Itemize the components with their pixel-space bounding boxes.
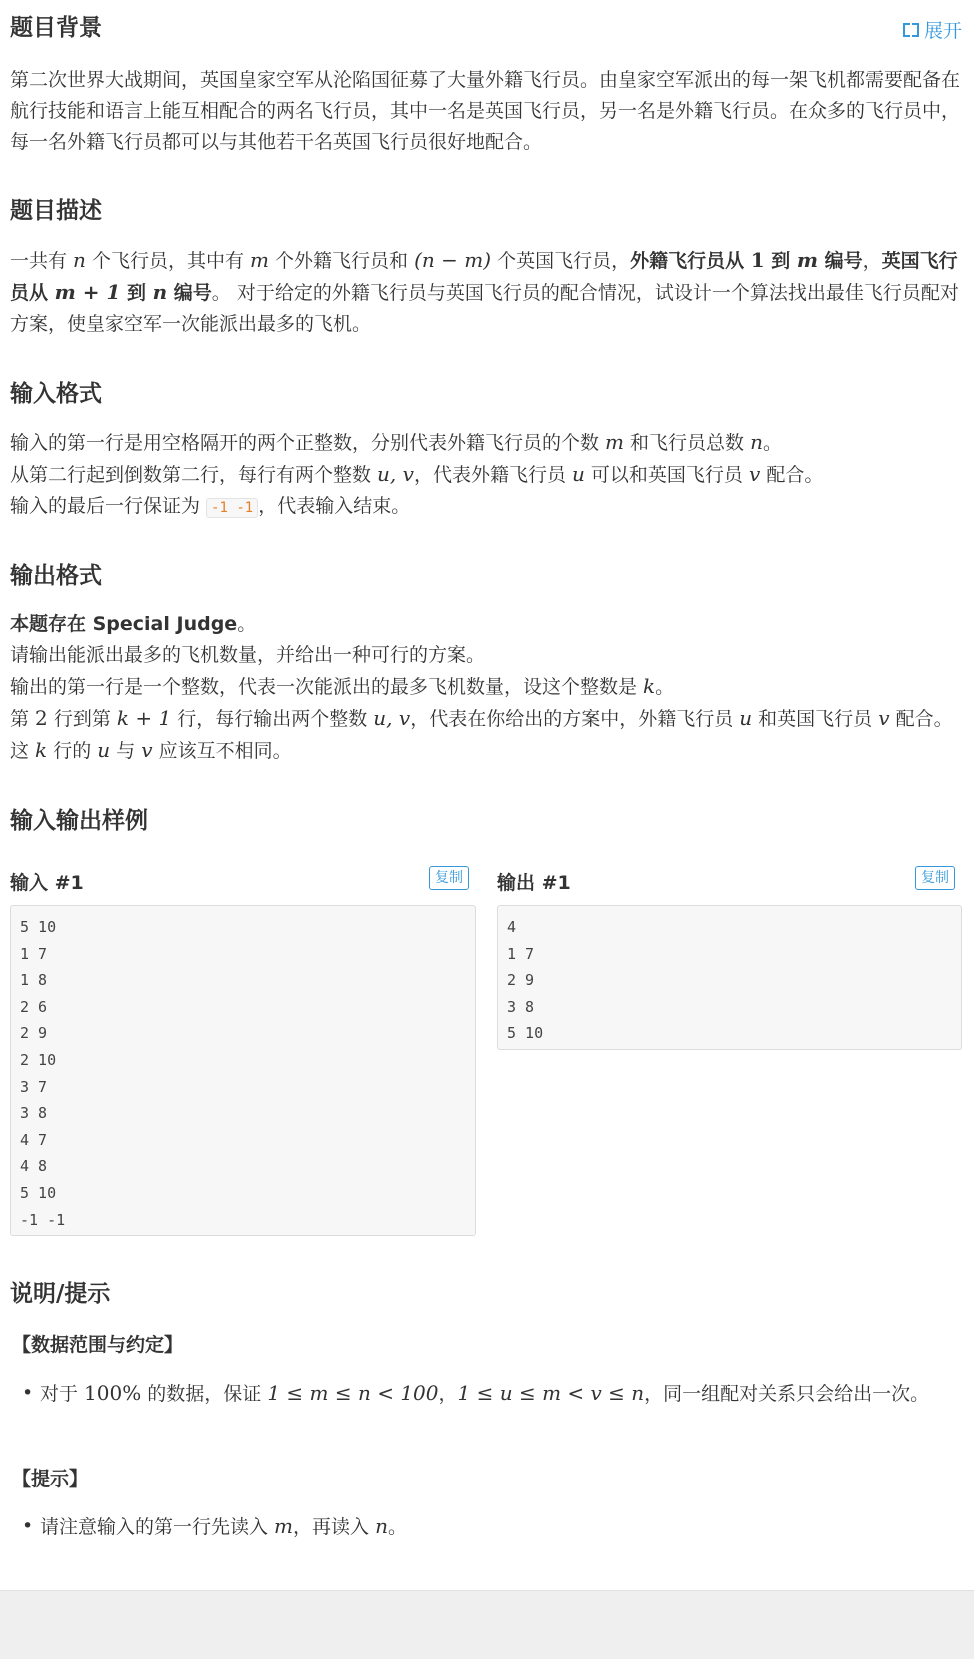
math-v: v [878,706,890,730]
if-l2b: ，代表外籍飞行员 [413,464,572,486]
math-n: n [750,430,763,454]
math-range-mn: 1 ≤ m ≤ n < 100 [267,1381,439,1405]
of-l4f: 配合。这 [10,708,953,762]
tip-title: 【提示】 [12,1468,89,1490]
desc-b5: 到 [120,282,153,304]
code-line: 5 10 [507,1024,544,1043]
math-n: n [73,248,86,272]
math-k-plus-1: k + 1 [116,706,172,730]
t1a: 请注意输入的第一行先读入 [40,1516,275,1538]
list-item [10,1511,962,1543]
code-line: 4 7 [20,1130,48,1149]
r1b: 的数据，保证 [141,1383,268,1405]
of-l4d: ，代表在你给出的方案中，外籍飞行员 [410,708,740,730]
code-line: 5 10 [20,1183,57,1202]
if-l1c: 。 [763,432,783,454]
math-k: k [35,738,48,762]
code-line: 2 10 [20,1050,57,1069]
code-line: 3 8 [20,1104,48,1123]
input-format-line-3 [10,491,962,524]
inline-code: -1 -1 [206,498,258,518]
desc-t5: ， [862,250,882,272]
sample-input-box[interactable] [10,905,476,1236]
desc-t6: 。 对于给定的外籍飞行员与英国飞行员的配合情况，试设计一个算法找出最佳飞行员配对方案，使皇家空军一次能派出最多的飞机。 [10,282,959,335]
output-format-line-3 [10,671,962,703]
r1d: ，同一组配对关系只会给出一次。 [644,1383,930,1405]
code-line: 4 8 [20,1157,48,1176]
range-list [10,1378,962,1410]
range-title: 【数据范围与约定】 [12,1334,184,1356]
hint-title: 说明/提示 [10,1281,111,1307]
of-l1c: 。 [237,613,257,635]
of-l3b: 。 [655,676,675,698]
desc-t2: 个飞行员，其中有 [85,250,251,272]
math-m: m [250,248,269,272]
background-title: 题目背景 [10,15,102,41]
r1c: ， [438,1383,458,1405]
math-n-minus-m: (n − m) [414,248,492,272]
math-v: v [141,738,153,762]
math-v: v [748,462,761,486]
math-1: 1 [750,248,765,272]
page-footer [0,1590,974,1659]
samples-title: 输入输出样例 [10,808,148,834]
r1a: 对于 [40,1383,85,1405]
code-line: 3 8 [507,997,535,1016]
description-title: 题目描述 [10,198,102,224]
output-format-line-1 [10,609,962,640]
if-l1b: 和飞行员总数 [624,432,751,454]
fullscreen-icon [902,21,920,39]
of-l4g: 行的 [47,740,98,762]
background-section [10,12,962,44]
of-l4e: 和英国飞行员 [752,708,879,730]
if-l3b: ，代表输入结束。 [258,495,411,517]
if-l2d: 配合。 [760,464,824,486]
code-line: 1 8 [20,971,48,990]
code-line: 1 7 [20,944,48,963]
code-line: 4 [507,918,517,936]
of-l3a: 输出的第一行是一个整数，代表一次能派出的最多飞机数量，设这个整数是 [10,676,644,698]
of-l4i: 应该互不相同。 [152,740,292,762]
sample-output-box[interactable] [497,905,962,1050]
desc-t4: 个英国飞行员， [491,250,631,272]
input-format-line-1 [10,427,962,459]
if-l1a: 输入的第一行是用空格隔开的两个正整数，分别代表外籍飞行员的个数 [10,432,606,454]
math-m2: m [796,248,819,272]
copy-input-button[interactable]: 复制 [429,866,469,890]
code-line: -1 -1 [20,1210,66,1229]
math-n2: n [152,280,168,304]
code-line: 1 7 [507,944,535,963]
bullet-icon: • [22,1382,34,1404]
description-text [10,245,962,340]
of-l4a: 第 [10,708,36,730]
expand-button[interactable] [902,16,962,43]
math-m: m [274,1514,294,1538]
math-uv: u, v [373,706,411,730]
expand-label: 展开 [923,20,962,42]
code-line: 3 7 [20,1077,48,1096]
copy-output-button[interactable]: 复制 [915,866,955,890]
math-k: k [643,674,656,698]
input-format-text [10,427,962,524]
math-n: n [375,1514,388,1538]
desc-t1: 一共有 [10,250,74,272]
t1c: 。 [387,1516,407,1538]
input-format-line-2 [10,459,962,491]
if-l2c: 可以和英国飞行员 [584,464,749,486]
desc-b6: 编号 [167,282,212,304]
math-100-percent: 100% [84,1381,142,1405]
math-u: u [739,706,753,730]
output-format-title: 输出格式 [10,563,102,589]
bullet-icon: • [22,1515,34,1537]
math-u: u [97,738,111,762]
list-item [10,1378,962,1410]
desc-b1: 外籍飞行员从 [630,250,751,272]
tip-list [10,1511,962,1543]
output-format-text [10,609,962,767]
special-judge-text: 本题存在 Special Judge [10,613,238,635]
desc-t3: 个外籍飞行员和 [269,250,415,272]
math-range-uv: 1 ≤ u ≤ m < v ≤ n [457,1381,645,1405]
output-format-line-4 [10,703,962,767]
input-format-title: 输入格式 [10,381,102,407]
math-u: u [572,462,585,486]
of-l4c: 行，每行输出两个整数 [171,708,374,730]
of-l4h: 与 [110,740,142,762]
of-l4b: 行到第 [47,708,117,730]
math-m-plus-1: m + 1 [54,280,121,304]
code-line: 2 6 [20,997,48,1016]
desc-b3: 编号 [818,250,863,272]
math-uv: u, v [377,462,414,486]
desc-b4: 英国飞行员从 [10,250,958,304]
code-line: 2 9 [20,1024,48,1043]
if-l2a: 从第二行起到倒数第二行，每行有两个整数 [10,464,378,486]
code-line: 2 9 [507,971,535,990]
t1b: ，再读入 [293,1516,376,1538]
sample-input-label: 输入 #1 [10,872,84,894]
math-2: 2 [35,706,48,730]
output-format-line-2: 请输出能派出最多的飞机数量，并给出一种可行的方案。 [10,644,486,666]
desc-b2: 到 [764,250,797,272]
background-text: 第二次世界大战期间，英国皇家空军从沦陷国征募了大量外籍飞行员。由皇家空军派出的每一架飞机都需要配备在航行技能和语言上能互相配合的两名飞行员，其中一名是英国飞行员，另一名是外籍飞行员。在众多的飞行员中，每一名外籍飞行员都可以与其他若干名英国飞行员很好地配合。 [10,69,961,153]
if-l3a: 输入的最后一行保证为 [10,495,207,517]
sample-output-label: 输出 #1 [497,872,571,894]
code-line: 5 10 [20,918,57,936]
math-m: m [605,430,625,454]
